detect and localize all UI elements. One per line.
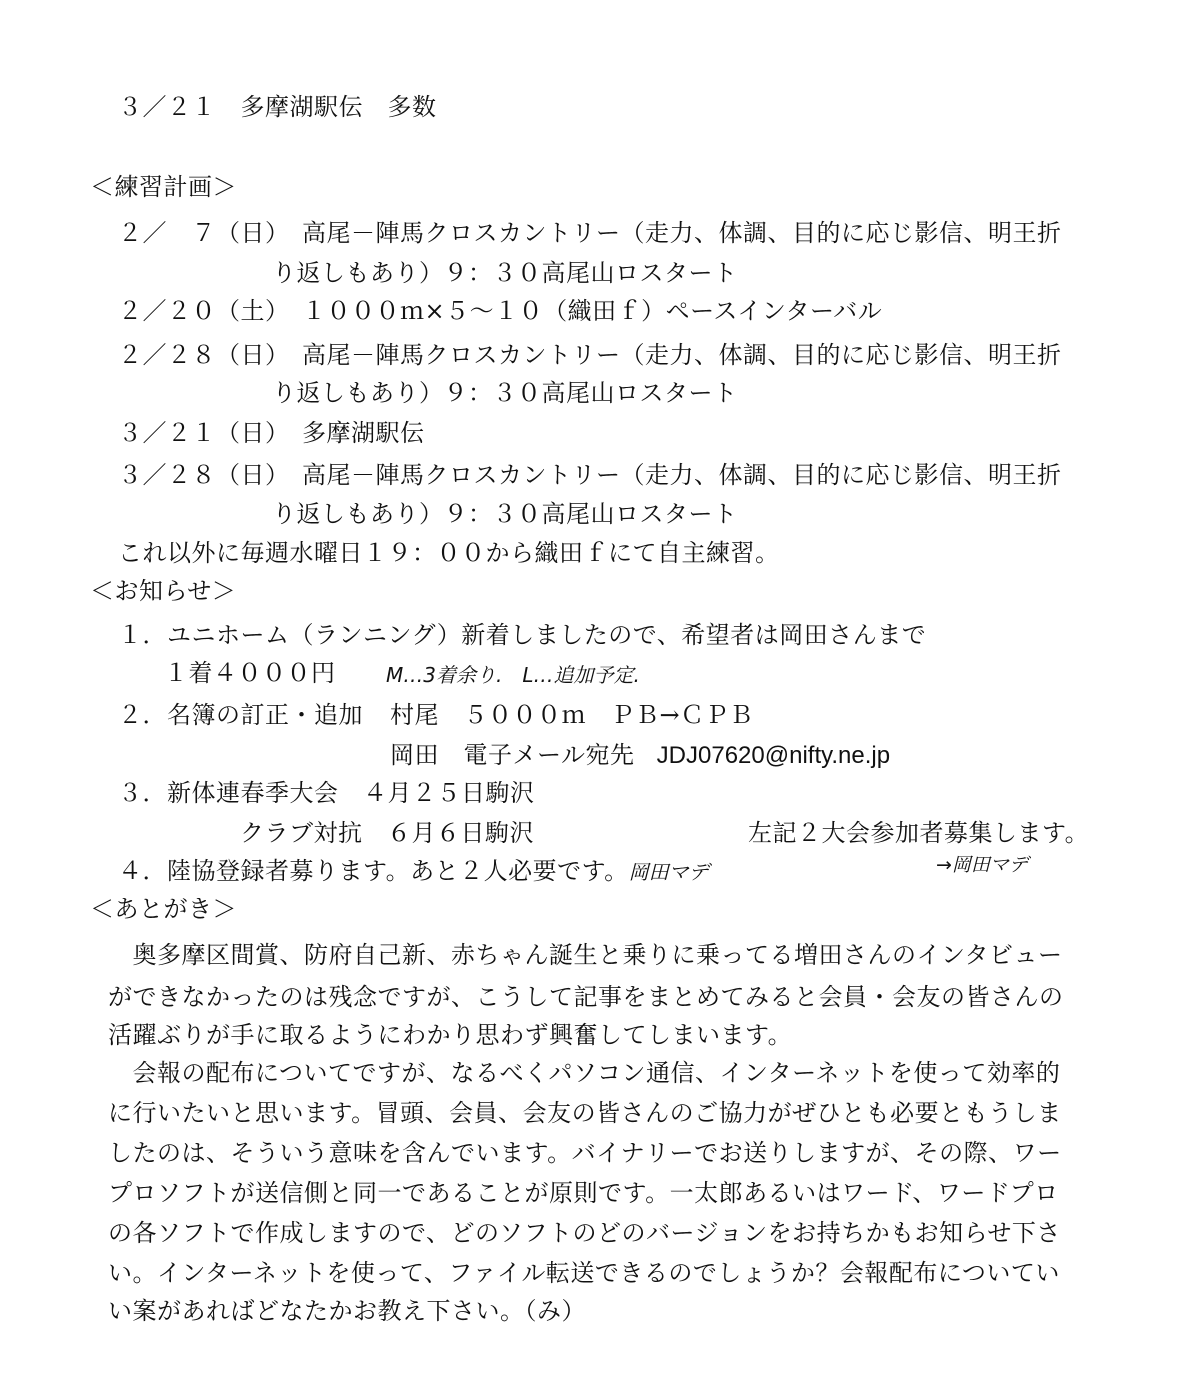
notice-1-handwritten-note: M…3着余り. L…追加予定.: [386, 663, 640, 687]
practice-item-1-cont: り返しもあり）９：３０高尾山ロスタート: [272, 259, 738, 287]
notice-3-handwritten-note: →岡田マデ: [936, 854, 1028, 876]
notices-heading: ＜お知らせ＞: [90, 577, 237, 605]
practice-item-2: ２／２０（土） １０００ｍ×５～１０（織田ｆ）ペースインターバル: [118, 297, 883, 325]
practice-item-3-cont: り返しもあり）９：３０高尾山ロスタート: [272, 379, 738, 407]
afterword-line-1: 奥多摩区間賞、防府自己新、赤ちゃん誕生と乗りに乗ってる増田さんのインタビュー: [108, 941, 1063, 969]
notice-4: [118, 856, 709, 887]
notice-1-price: １着４０００円: [164, 659, 336, 687]
practice-note: これ以外に毎週水曜日１９：００から織田ｆにて自主練習。: [118, 539, 780, 567]
afterword-line-9: い。インターネットを使って、ファイル転送できるのでしょうか？会報配布についてい: [108, 1259, 1060, 1287]
notice-3-recruit: 左記２大会参加者募集します。: [748, 819, 1090, 847]
notice-2-label: ２．名簿の訂正・追加: [118, 701, 363, 729]
afterword-line-2: ができなかったのは残念ですが、こうして記事をまとめてみると会員・会友の皆さんの: [108, 983, 1064, 1011]
notice-4-text: ４．陸協登録者募ります。あと２人必要です。: [118, 857, 629, 885]
practice-item-1: ２／ ７（日） 高尾－陣馬クロスカントリー（走力、体調、目的に応じ影信、明王折: [118, 219, 1062, 247]
notice-2-email: JDJ07620@nifty.ne.jp: [656, 742, 891, 769]
practice-item-5: ３／２８（日） 高尾－陣馬クロスカントリー（走力、体調、目的に応じ影信、明王折: [118, 461, 1062, 489]
afterword-line-7: プロソフトが送信側と同一であることが原則です。一太郎あるいはワード、ワードプロ: [108, 1179, 1059, 1207]
afterword-line-5: に行いたいと思います。冒頭、会員、会友の皆さんのご協力がぜひとも必要ともうしま: [108, 1099, 1062, 1127]
notice-2-line1: 村尾 ５０００ｍ ＰＢ→ＣＰＢ: [390, 701, 754, 729]
top-event-line: ３／２１ 多摩湖駅伝 多数: [118, 93, 437, 121]
practice-item-3: ２／２８（日） 高尾－陣馬クロスカントリー（走力、体調、目的に応じ影信、明王折: [118, 341, 1062, 369]
afterword-line-3: 活躍ぶりが手に取るようにわかり思わず興奮してしまいます。: [108, 1021, 793, 1049]
practice-item-5-cont: り返しもあり）９：３０高尾山ロスタート: [272, 500, 738, 528]
notice-2-email-label: 岡田 電子メール宛先: [390, 741, 635, 769]
afterword-line-4: 会報の配布についてですが、なるべくパソコン通信、インターネットを使って効率的: [108, 1059, 1061, 1087]
notice-3-club: クラブ対抗 ６月６日駒沢: [240, 819, 534, 847]
afterword-line-10: い案があればどなたかお教え下さい。（み）: [108, 1297, 586, 1325]
notice-1: １．ユニホーム（ランニング）新着しましたので、希望者は岡田さんまで: [118, 621, 927, 649]
notice-3: ３．新体連春季大会 ４月２５日駒沢: [118, 779, 535, 807]
afterword-line-6: したのは、そういう意味を含んでいます。バイナリーでお送りしますが、その際、ワー: [108, 1139, 1062, 1167]
afterword-heading: ＜あとがき＞: [90, 895, 237, 923]
notice-2-line2: [390, 740, 890, 771]
practice-heading: ＜練習計画＞: [90, 173, 237, 201]
afterword-line-8: の各ソフトで作成しますので、どのソフトのどのバージョンをお持ちかもお知らせ下さ: [108, 1219, 1061, 1247]
practice-item-4: ３／２１（日） 多摩湖駅伝: [118, 419, 425, 447]
notice-4-handwritten-note: 岡田マデ: [628, 860, 709, 884]
